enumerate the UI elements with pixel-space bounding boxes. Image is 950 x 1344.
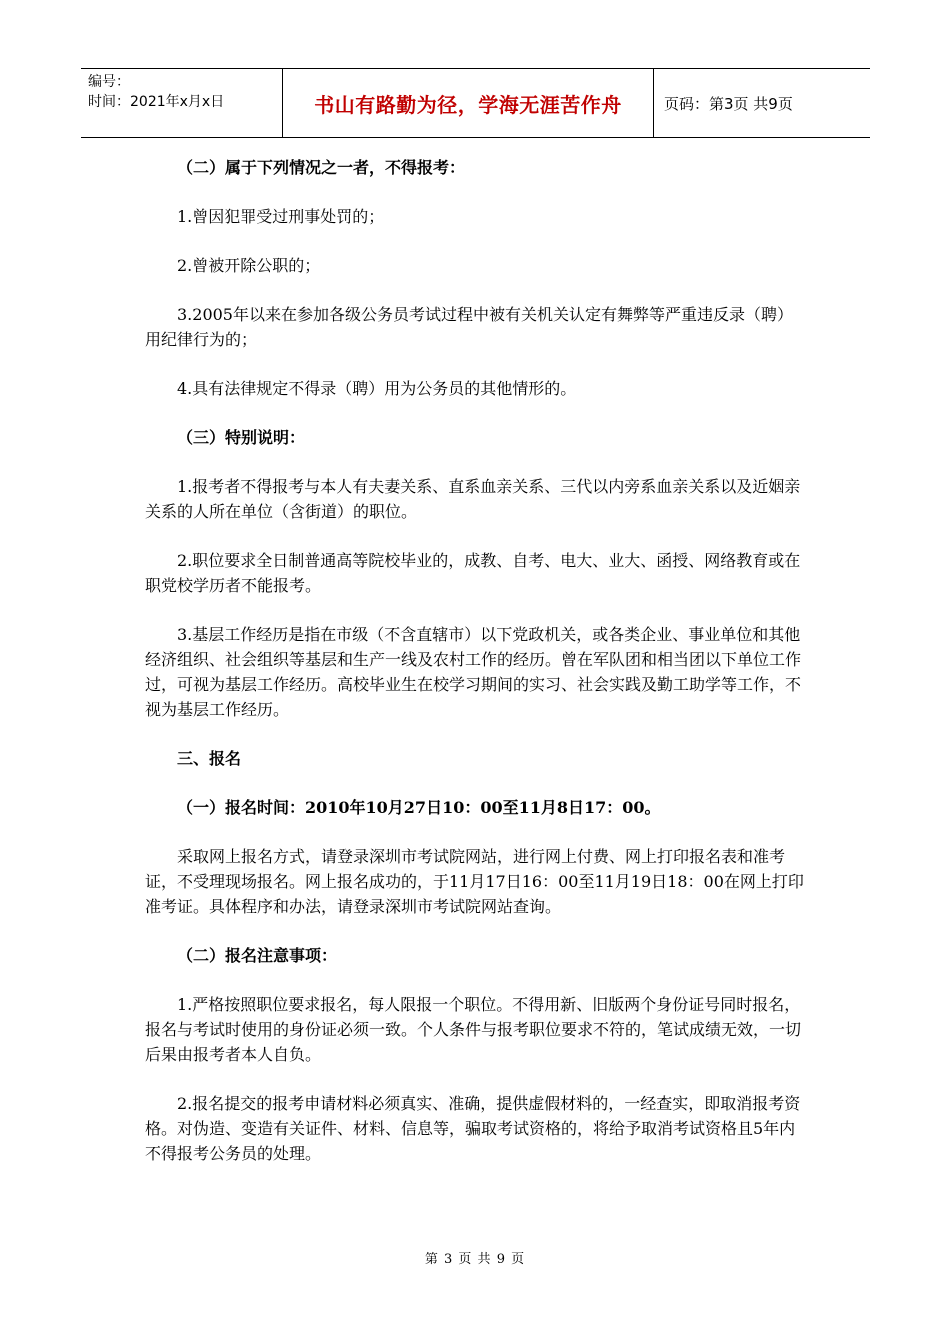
section-heading: （二）报名注意事项： — [177, 946, 338, 965]
header-meta-cell — [81, 69, 283, 137]
page-footer: 第 3 页 共 9 页 — [424, 1252, 526, 1267]
document-body — [145, 155, 805, 1166]
doc-time-label: 时间：2021年x月x日 — [88, 94, 225, 110]
paragraph: 3.2005年以来在参加各级公务员考试过程中被有关机关认定有舞弊等严重违反录（聘）用纪律行为的； — [145, 305, 793, 349]
section-heading: （二）属于下列情况之一者，不得报考： — [177, 158, 466, 177]
paragraph: 1.严格按照职位要求报名，每人限报一个职位。不得用新、旧版两个身份证号同时报名，报名与考试时使用的身份证必须一致。个人条件与报考职位要求不符的，笔试成绩无效，一切后果由报考者本人自负。 — [145, 995, 802, 1064]
paragraph: 2.报名提交的报考申请材料必须真实、准确，提供虚假材料的，一经查实，即取消报考资格。对伪造、变造有关证件、材料、信息等，骗取考试资格的，将给予取消考试资格且5年内不得报考公务员的处理。 — [145, 1094, 801, 1163]
paragraph: 1.曾因犯罪受过刑事处罚的； — [177, 207, 385, 226]
paragraph: 2.曾被开除公职的； — [177, 256, 321, 275]
header-motto: 书山有路勤为径，学海无涯苦作舟 — [283, 69, 654, 137]
paragraph: 4.具有法律规定不得录（聘）用为公务员的其他情形的。 — [177, 379, 577, 398]
doc-number-label: 编号： — [88, 74, 130, 90]
paragraph: 采取网上报名方式，请登录深圳市考试院网站，进行网上付费、网上打印报名表和准考证，不受理现场报名。网上报名成功的，于11月17日16：00至11月19日18：00在网上打印准考证。具体程序和办法，请登录深圳市考试院网站查询。 — [145, 847, 804, 916]
header-page-number: 页码：第3页 共9页 — [664, 94, 793, 113]
paragraph: 2.职位要求全日制普通高等院校毕业的，成教、自考、电大、业大、函授、网络教育或在职党校学历者不能报考。 — [145, 551, 801, 595]
section-heading: 三、报名 — [177, 749, 242, 768]
paragraph: 3.基层工作经历是指在市级（不含直辖市）以下党政机关，或各类企业、事业单位和其他经济组织、社会组织等基层和生产一线及农村工作的经历。曾在军队团和相当团以下单位工作过，可视为基层工作经历。高校毕业生在校学习期间的实习、社会实践及勤工助学等工作，不视为基层工作经历。 — [145, 625, 802, 719]
paragraph: 1.报考者不得报考与本人有夫妻关系、直系血亲关系、三代以内旁系血亲关系以及近姻亲关系的人所在单位（含街道）的职位。 — [145, 477, 801, 521]
page-header — [81, 68, 870, 138]
section-heading: （一）报名时间：2010年10月27日10：00至11月8日17：00。 — [177, 798, 661, 817]
section-heading: （三）特别说明： — [177, 428, 306, 447]
